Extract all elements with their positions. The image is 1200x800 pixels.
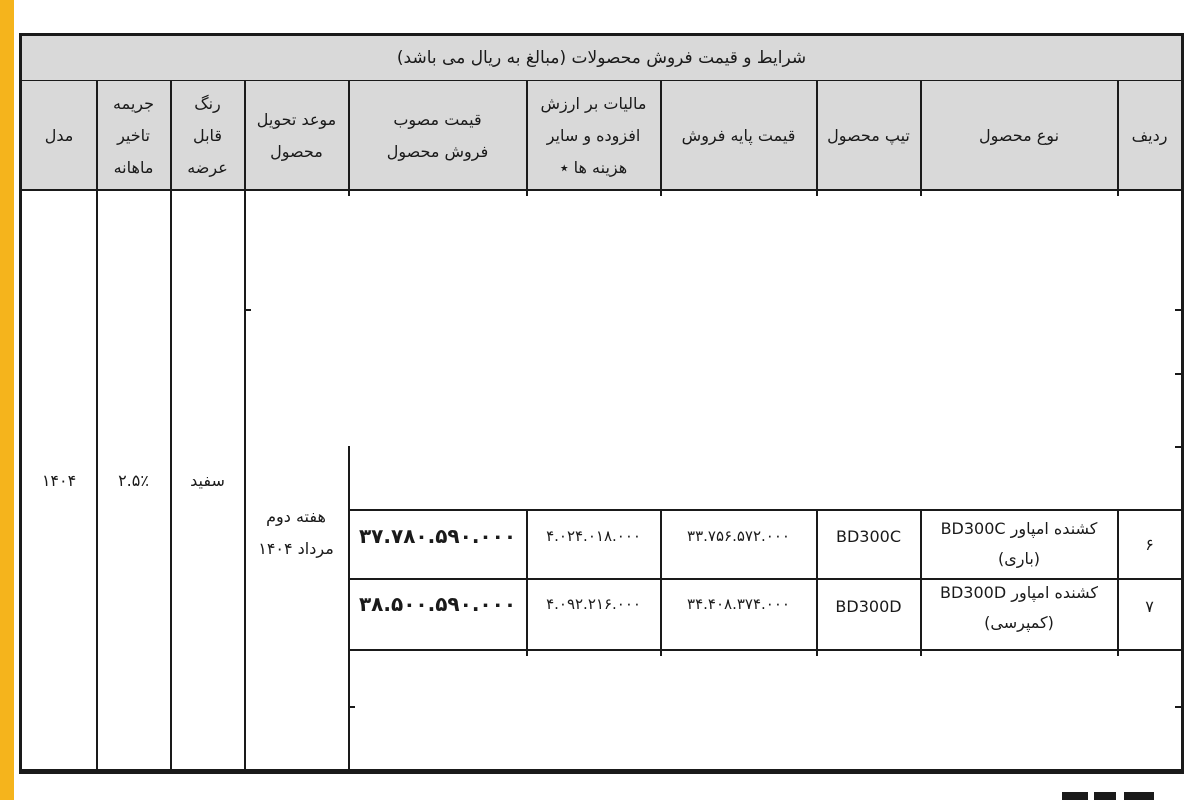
header-penalty: جریمه تاخیر ماهانه	[97, 81, 170, 190]
approved-price: ۳۸.۵۰۰.۵۹۰.۰۰۰	[358, 592, 517, 616]
col-divider	[816, 81, 818, 190]
header-product-tip: تیپ محصول	[817, 81, 920, 190]
header-tax: مالیات بر ارزش افزوده و سایر هزینه ها ٭	[527, 81, 660, 190]
tick-mark	[349, 706, 355, 708]
row-number: ۷	[1145, 596, 1154, 616]
col-divider	[920, 81, 922, 190]
table-title: شرایط و قیمت فروش محصولات (مبالغ به ریال می باشد)	[22, 36, 1181, 81]
tick-mark	[1175, 706, 1181, 708]
col-stub	[816, 190, 818, 196]
header-delivery: موعد تحویل محصول	[245, 81, 348, 190]
row-number: ۶	[1145, 534, 1154, 554]
header-color: رنگ قابل عرضه	[171, 81, 244, 190]
header-row-no: ردیف	[1118, 81, 1181, 190]
product-tip: BD300C	[836, 526, 902, 546]
col-stub	[660, 190, 662, 196]
tax-value: ۴.۰۲۴.۰۱۸.۰۰۰	[546, 527, 641, 545]
brand-logo-fragment	[1062, 792, 1154, 800]
header-base-price: قیمت پایه فروش	[661, 81, 816, 190]
col-stub	[1117, 190, 1119, 196]
col-stub	[526, 190, 528, 196]
col-divider	[1117, 81, 1119, 190]
base-price: ۳۳.۷۵۶.۵۷۲.۰۰۰	[687, 527, 790, 545]
color-value: سفید	[190, 470, 225, 490]
approved-price: ۳۷.۷۸۰.۵۹۰.۰۰۰	[358, 524, 517, 548]
product-tip: BD300D	[835, 596, 902, 616]
model-value: ۱۴۰۴	[41, 470, 77, 490]
col-stub	[348, 190, 350, 196]
accent-side-bar	[0, 0, 14, 800]
product-type: کشنده امپاور BD300C (باری)	[940, 519, 1098, 568]
row-divider	[349, 649, 1181, 651]
col-divider	[526, 81, 528, 190]
tax-value: ۴.۰۹۲.۲۱۶.۰۰۰	[546, 595, 641, 613]
delivery-value: هفته دوم مرداد ۱۴۰۴	[258, 507, 334, 558]
header-product-type: نوع محصول	[921, 81, 1117, 190]
col-stub	[920, 190, 922, 196]
tick-mark	[1175, 446, 1181, 448]
header-model: مدل	[22, 81, 96, 190]
col-divider	[660, 81, 662, 190]
tick-mark	[1175, 309, 1181, 311]
tick-mark	[1175, 373, 1181, 375]
tick-mark	[245, 309, 251, 311]
col-divider	[348, 81, 350, 190]
product-type: کشنده امپاور BD300D (کمپرسی)	[940, 583, 1098, 632]
header-approved-price: قیمت مصوب فروش محصول	[349, 81, 526, 190]
penalty-value: ۲.۵٪	[118, 470, 149, 490]
base-price: ۳۴.۴۰۸.۳۷۴.۰۰۰	[687, 595, 790, 613]
col-divider	[244, 81, 246, 771]
